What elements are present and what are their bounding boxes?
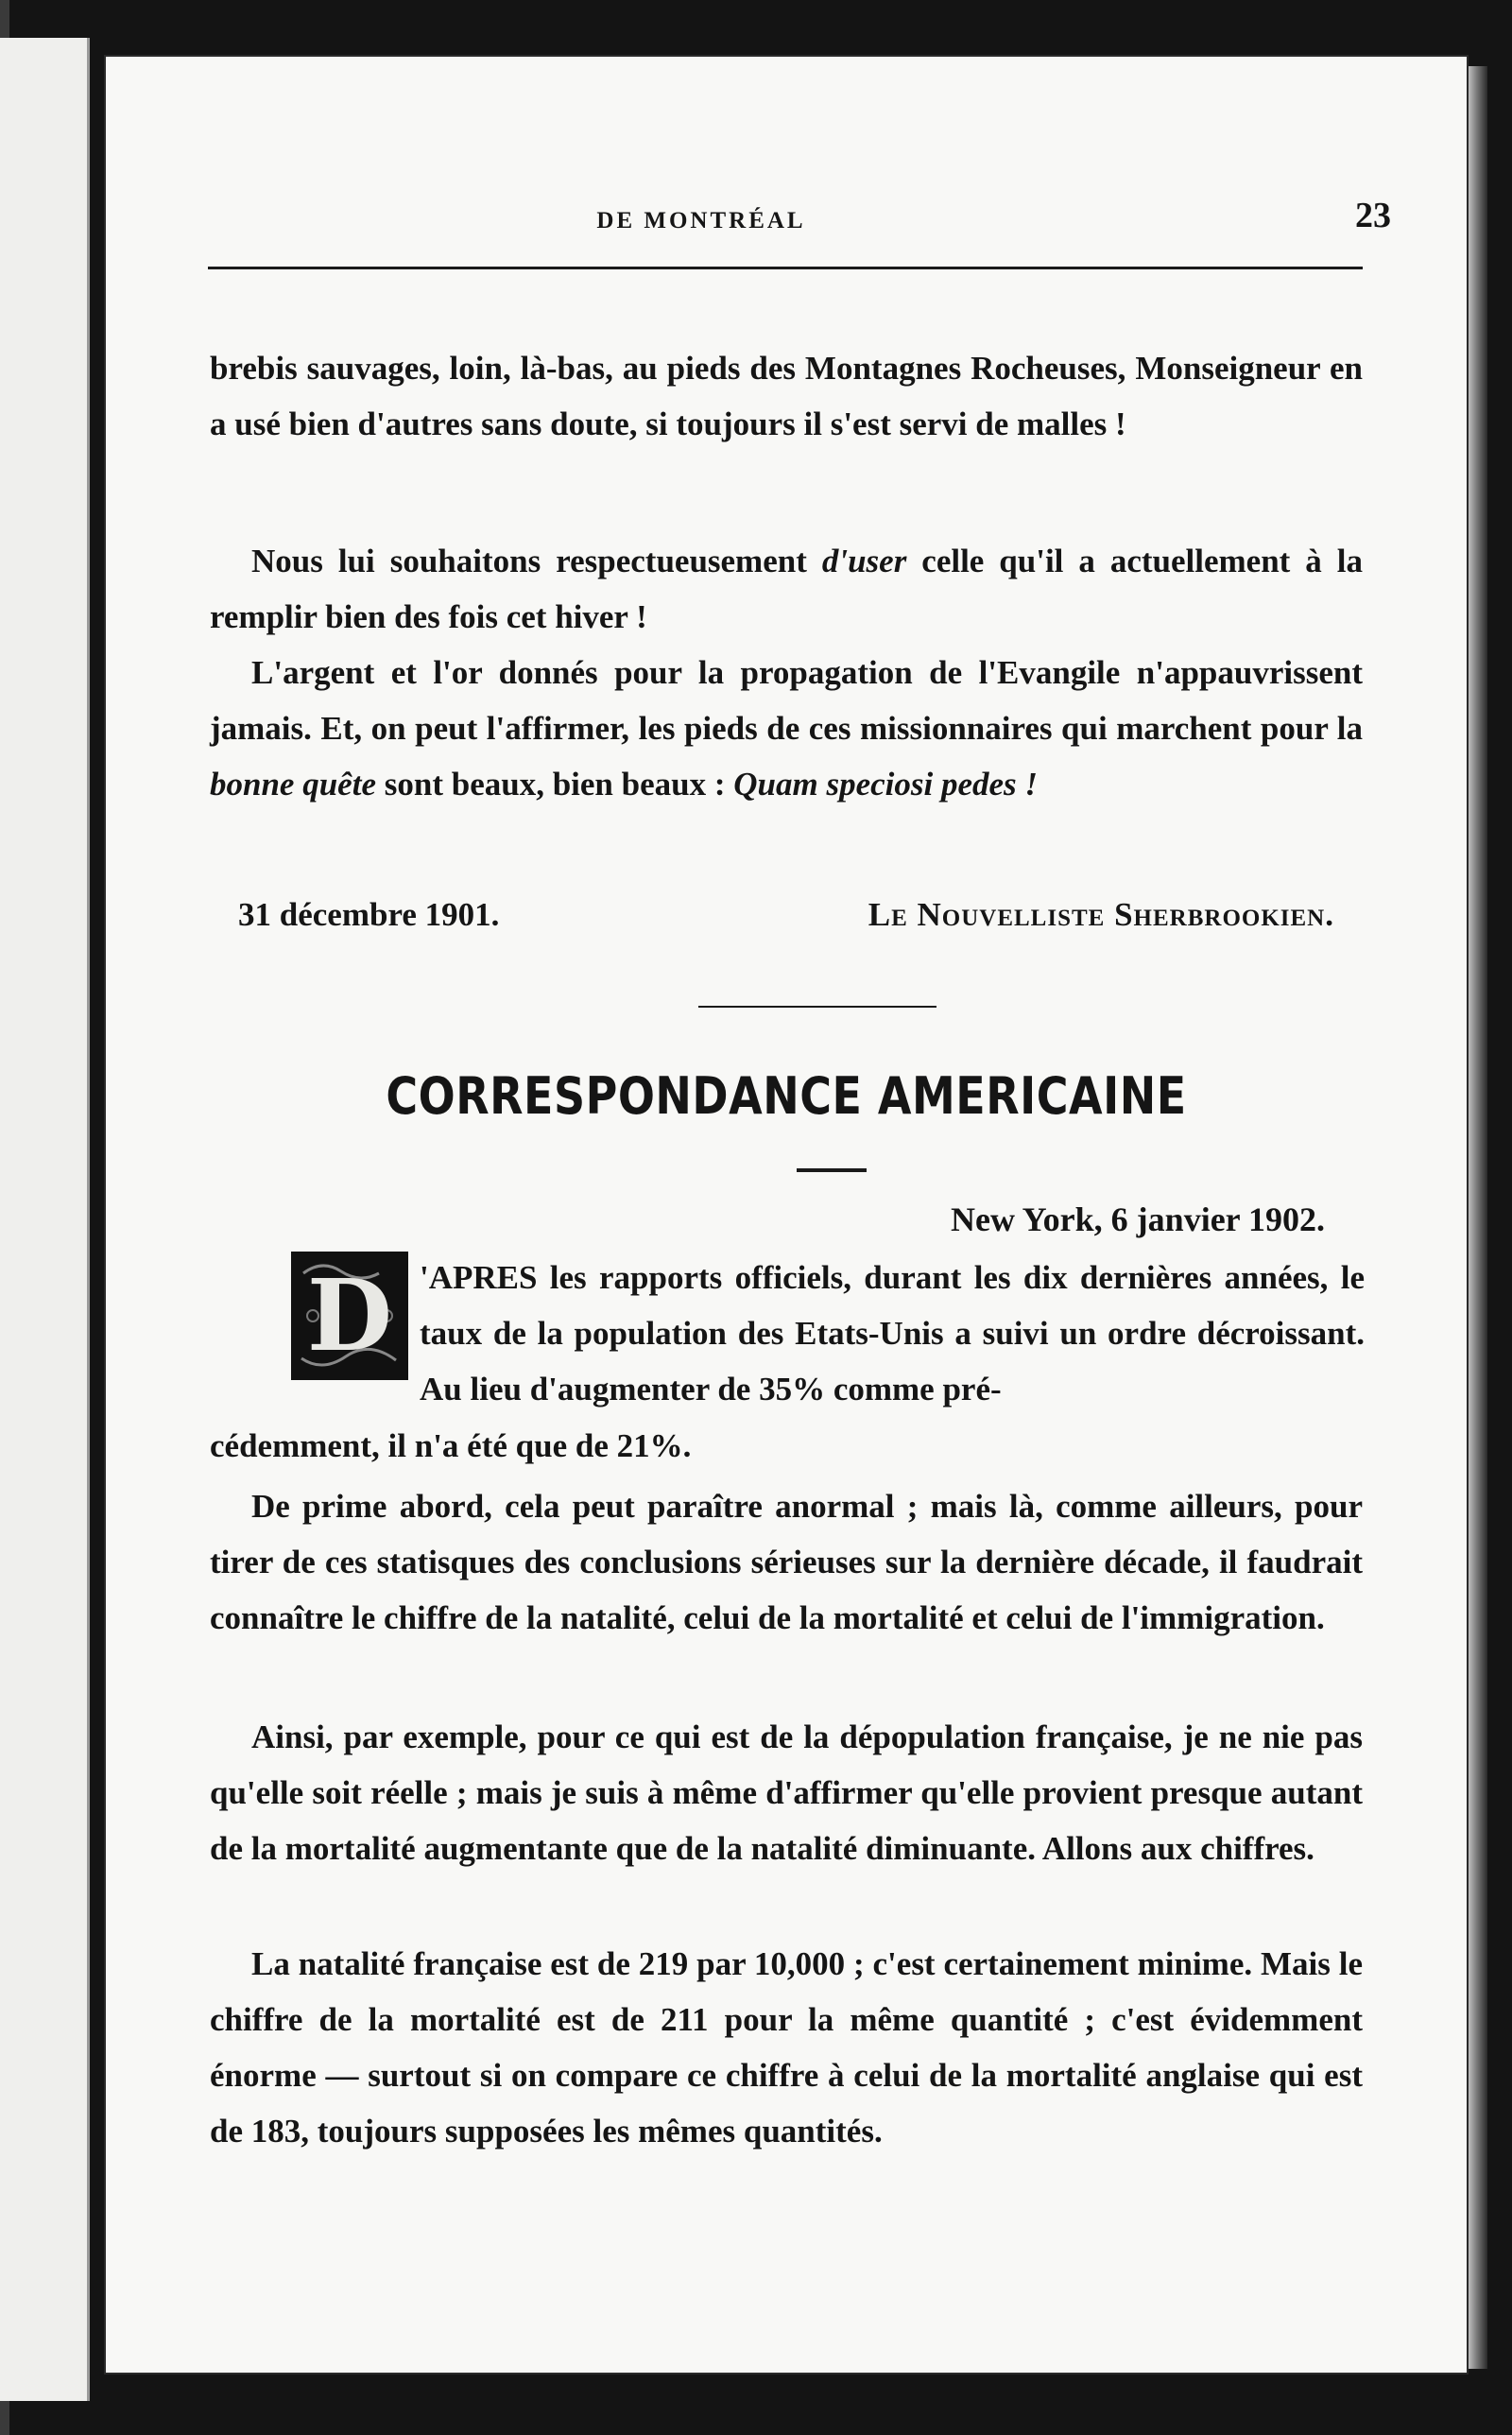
facing-page-edge bbox=[0, 38, 90, 2401]
page-content bbox=[200, 57, 1391, 2373]
paragraph-text: 'APRES les rapports officiels, durant les dix dernières années, le taux de la population des Etats-Unis a suivi un ordre décroissant. Au lieu d'augmenter de 35% comme pré- bbox=[420, 1259, 1365, 1407]
dropcap-letter: D bbox=[306, 1257, 393, 1373]
paragraph-argent bbox=[210, 645, 1363, 812]
title-underline bbox=[797, 1168, 867, 1172]
paragraph-natalite bbox=[210, 1936, 1363, 2159]
paragraph-text: La natalité française est de 219 par 10,000 ; c'est certainement minime. Mais le chiffre de la mortalité est de 211 pour la même quantité ; c'est évidemment énorme — surtout si on compare ce chiffre à celui de la mortalité anglaise qui est de 183, toujours supposées les mêmes quantités. bbox=[210, 1945, 1363, 2150]
paragraph-text: De prime abord, cela peut paraître anormal ; mais là, comme ailleurs, pour tirer de ces statisques des conclusions sérieuses sur la dernière décade, il faudrait connaître le chiffre de la natalité, celui de la mortalité et celui de l'immigration. bbox=[210, 1488, 1363, 1636]
paragraph-text: celle qu'il a actuellement à la remplir bien des fois cet hiver ! bbox=[210, 543, 1363, 635]
paragraph-brebis bbox=[210, 340, 1363, 452]
italic-text: bonne quête bbox=[210, 766, 376, 803]
paragraph-text: L'argent et l'or donnés pour la propagation de l'Evangile n'appauvrissent jamais. Et, on peut l'affirmer, les pieds de ces missionnaires qui marchent pour la bbox=[210, 654, 1363, 747]
paragraph-text: sont beaux, bien beaux : bbox=[375, 766, 734, 803]
paragraph-apres-opening bbox=[420, 1250, 1365, 1417]
book-page bbox=[106, 57, 1467, 2373]
running-head: DE MONTRÉAL bbox=[596, 208, 806, 233]
paragraph-text: Nous lui souhaitons respectueusement bbox=[251, 543, 822, 579]
paragraph-ainsi bbox=[210, 1709, 1363, 1876]
paragraph-text: cédemment, il n'a été que de 21%. bbox=[210, 1427, 692, 1464]
italic-text: d'user bbox=[821, 543, 907, 579]
paragraph-prime-abord bbox=[210, 1478, 1363, 1646]
page-stack-edge bbox=[1467, 66, 1487, 2369]
paragraph-text: Ainsi, par exemple, pour ce qui est de la dépopulation française, je ne nie pas qu'elle soit réelle ; mais je suis à même d'affirmer qu'elle provient presque autant de la mortalité augmentante que de la natalité diminuante. Allons aux chiffres. bbox=[210, 1718, 1363, 1867]
page-header bbox=[200, 193, 1391, 250]
paragraph-souhaitons bbox=[210, 533, 1363, 645]
ornamental-dropcap bbox=[291, 1252, 408, 1380]
paragraph-apres-continued bbox=[210, 1418, 1363, 1474]
section-title: CORRESPONDANCE AMERICAINE bbox=[386, 1065, 1187, 1126]
paragraph-text: brebis sauvages, loin, là-bas, au pieds des Montagnes Rocheuses, Monseigneur en a usé bien d'autres sans doute, si toujours il s'est servi de malles ! bbox=[210, 350, 1363, 442]
italic-text: Quam speciosi pedes ! bbox=[733, 766, 1039, 803]
newspaper-signature: Le Nouvelliste Sherbrookien. bbox=[868, 896, 1334, 933]
article-date: 31 décembre 1901. bbox=[238, 896, 500, 933]
section-divider bbox=[698, 1006, 936, 1008]
page-number: 23 bbox=[1355, 196, 1391, 235]
dateline: New York, 6 janvier 1902. bbox=[951, 1200, 1325, 1238]
header-rule bbox=[208, 267, 1363, 269]
